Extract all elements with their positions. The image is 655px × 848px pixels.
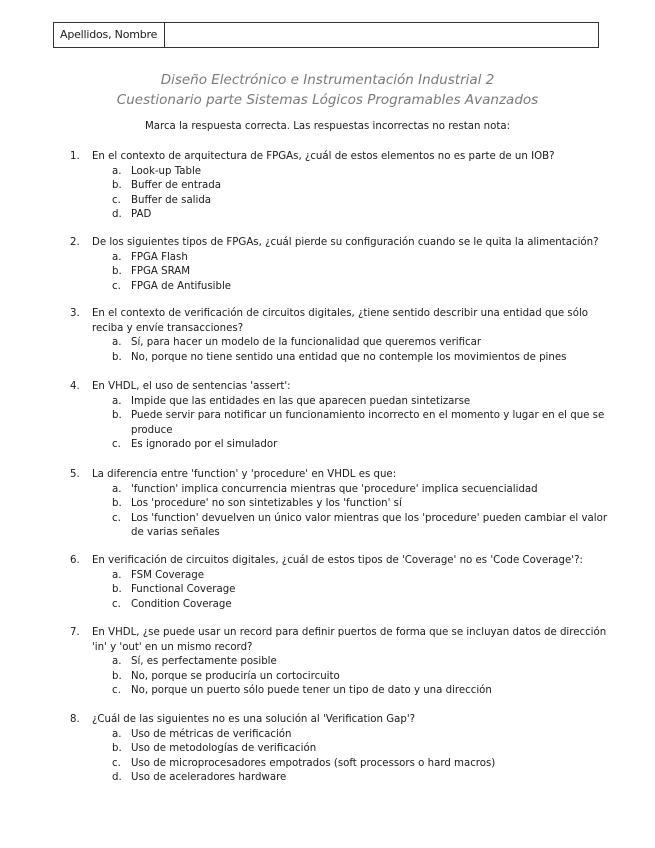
- option-5-a[interactable]: [92, 483, 622, 498]
- option-6-b[interactable]: [92, 583, 622, 598]
- option-text: Buffer de entrada: [131, 180, 221, 191]
- option-text: Functional Coverage: [131, 584, 236, 595]
- option-list: [92, 655, 622, 699]
- question-2: [70, 236, 622, 294]
- option-4-b[interactable]: [92, 409, 622, 438]
- option-letter: a.: [112, 251, 122, 263]
- option-8-c[interactable]: [92, 757, 622, 772]
- question-number: 2.: [70, 237, 80, 248]
- option-text: FPGA Flash: [131, 251, 188, 263]
- option-text: Puede servir para notificar un funcionamiento incorrecto en el momento y lugar en el que se produce: [131, 410, 605, 436]
- question-text: ¿Cuál de las siguientes no es una solución al 'Verification Gap'?: [92, 714, 416, 725]
- option-letter: d.: [112, 209, 122, 220]
- question-number: 1.: [70, 151, 80, 162]
- option-2-c[interactable]: [92, 280, 622, 295]
- question-5: [70, 468, 622, 541]
- option-6-a[interactable]: [92, 569, 622, 584]
- question-text: De los siguientes tipos de FPGAs, ¿cuál pierde su configuración cuando se le quita la alimentación?: [92, 237, 599, 248]
- option-letter: c.: [112, 194, 121, 206]
- option-4-a[interactable]: [92, 395, 622, 410]
- option-text: Impide que las entidades en las que aparecen puedan sintetizarse: [131, 395, 471, 407]
- option-text: FPGA SRAM: [131, 266, 190, 277]
- option-list: [92, 395, 622, 453]
- option-1-d[interactable]: [92, 208, 622, 223]
- question-3: [70, 307, 622, 365]
- question-text: En VHDL, el uso de sentencias 'assert':: [92, 381, 291, 392]
- option-4-c[interactable]: [92, 438, 622, 453]
- question-8: [70, 713, 622, 786]
- option-letter: c.: [112, 598, 121, 610]
- option-text: Uso de aceleradores hardware: [131, 772, 287, 783]
- option-text: FSM Coverage: [131, 569, 204, 581]
- document-title: Diseño Electrónico e Instrumentación Industrial 2: [160, 72, 495, 88]
- option-letter: a.: [112, 728, 122, 740]
- question-text: En verificación de circuitos digitales, ¿cuál de estos tipos de 'Coverage' no es 'Code Coverage'?:: [92, 555, 583, 566]
- option-text: Uso de microprocesadores empotrados (soft processors o hard macros): [131, 757, 496, 769]
- option-text: PAD: [131, 209, 152, 220]
- option-1-c[interactable]: [92, 194, 622, 209]
- option-5-c[interactable]: [92, 512, 622, 541]
- question-4: [70, 380, 622, 453]
- option-letter: a.: [112, 656, 122, 667]
- option-letter: c.: [112, 280, 121, 292]
- option-5-b[interactable]: [92, 497, 622, 512]
- option-6-c[interactable]: [92, 598, 622, 613]
- option-letter: b.: [112, 743, 122, 754]
- name-box: [53, 22, 599, 48]
- question-number: 6.: [70, 555, 80, 566]
- option-text: FPGA de Antifusible: [131, 280, 232, 292]
- option-list: [92, 251, 622, 295]
- instructions: Marca la respuesta correcta. Las respuestas incorrectas no restan nota:: [144, 121, 511, 132]
- question-text: En el contexto de verificación de circuitos digitales, ¿tiene sentido describir una entidad que sólo reciba y envíe transacciones?: [92, 308, 589, 334]
- option-8-b[interactable]: [92, 742, 622, 757]
- option-letter: c.: [112, 512, 121, 524]
- option-text: Sí, es perfectamente posible: [131, 656, 277, 667]
- option-letter: b.: [112, 266, 122, 277]
- option-letter: b.: [112, 584, 122, 595]
- option-text: Los 'procedure' no son sintetizables y los 'function' sí: [131, 498, 402, 509]
- option-text: No, porque un puerto sólo puede tener un tipo de dato y una dirección: [131, 685, 492, 696]
- option-2-b[interactable]: [92, 265, 622, 280]
- option-list: [92, 336, 622, 365]
- question-number: 7.: [70, 627, 80, 638]
- option-letter: b.: [112, 410, 122, 421]
- option-list: [92, 483, 622, 541]
- option-text: Sí, para hacer un modelo de la funcionalidad que queremos verificar: [131, 337, 482, 348]
- option-letter: a.: [112, 569, 122, 581]
- question-number: 4.: [70, 381, 80, 392]
- question-7: [70, 626, 622, 699]
- question-text: En el contexto de arquitectura de FPGAs, ¿cuál de estos elementos no es parte de un IOB?: [92, 151, 555, 162]
- option-letter: a.: [112, 337, 122, 348]
- name-field[interactable]: [165, 23, 598, 47]
- option-text: No, porque se produciría un cortocircuito: [131, 670, 340, 682]
- option-letter: b.: [112, 670, 122, 682]
- question-number: 8.: [70, 714, 80, 725]
- option-text: Uso de metodologías de verificación: [131, 743, 317, 754]
- option-letter: b.: [112, 351, 122, 363]
- option-text: Los 'function' devuelven un único valor mientras que los 'procedure' pueden cambiar el valor de varias señales: [131, 512, 608, 538]
- option-letter: a.: [112, 165, 122, 177]
- option-text: Buffer de salida: [131, 194, 212, 206]
- option-letter: c.: [112, 757, 121, 769]
- option-7-b[interactable]: [92, 670, 622, 685]
- question-number: 3.: [70, 308, 80, 319]
- option-1-a[interactable]: [92, 165, 622, 180]
- question-number: 5.: [70, 469, 80, 480]
- option-text: Uso de métricas de verificación: [131, 728, 292, 740]
- option-list: [92, 728, 622, 786]
- title-block: [0, 70, 655, 110]
- option-8-a[interactable]: [92, 728, 622, 743]
- option-letter: a.: [112, 483, 122, 495]
- document-subtitle: Cuestionario parte Sistemas Lógicos Programables Avanzados: [116, 92, 539, 108]
- option-8-d[interactable]: [92, 771, 622, 786]
- question-1: [70, 150, 622, 223]
- option-letter: c.: [112, 439, 121, 450]
- option-letter: c.: [112, 685, 121, 696]
- option-7-a[interactable]: [92, 655, 622, 670]
- question-6: [70, 554, 622, 612]
- option-3-a[interactable]: [92, 336, 622, 351]
- option-text: Condition Coverage: [131, 598, 232, 610]
- option-3-b[interactable]: [92, 351, 622, 366]
- option-letter: a.: [112, 395, 122, 407]
- option-letter: b.: [112, 180, 122, 191]
- option-7-c[interactable]: [92, 684, 622, 699]
- option-letter: b.: [112, 498, 122, 509]
- option-1-b[interactable]: [92, 179, 622, 194]
- question-text: La diferencia entre 'function' y 'procedure' en VHDL es que:: [92, 469, 397, 480]
- option-letter: d.: [112, 772, 122, 783]
- option-list: [92, 569, 622, 613]
- option-text: Es ignorado por el simulador: [131, 439, 278, 450]
- option-text: 'function' implica concurrencia mientras que 'procedure' implica secuencialidad: [131, 483, 538, 495]
- option-text: Look-up Table: [131, 165, 202, 177]
- question-text: En VHDL, ¿se puede usar un record para definir puertos de forma que se incluyan datos de dirección 'in' y 'out' en un mismo record?: [92, 627, 607, 653]
- option-list: [92, 165, 622, 223]
- name-label: Apellidos, Nombre: [54, 23, 165, 47]
- option-text: No, porque no tiene sentido una entidad que no contemple los movimientos de pines: [131, 351, 567, 363]
- option-2-a[interactable]: [92, 251, 622, 266]
